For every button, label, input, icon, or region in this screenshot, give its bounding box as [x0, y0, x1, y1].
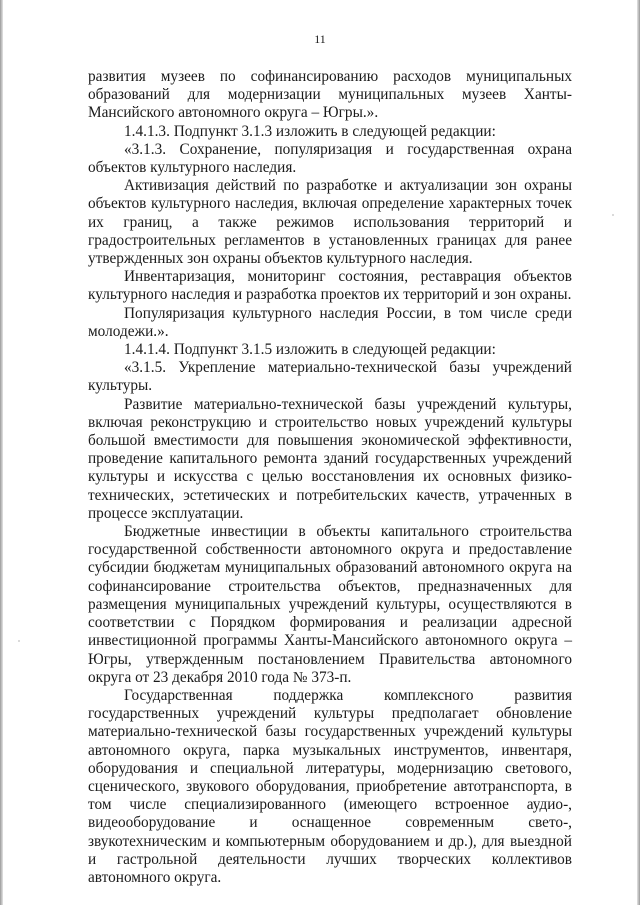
- paragraph-subpoint-heading: 1.4.1.4. Подпункт 3.1.5 изложить в следующей редакции:: [124, 341, 496, 359]
- paragraph-section-title: «3.1.3. Сохранение, популяризация и государственная охрана объектов культурного наследия.: [88, 140, 572, 177]
- paragraph: Бюджетные инвестиции в объекты капитального строительства государственной собственности автономного округа и предоставление субсидии бюджетам муниципальных образований автономного округа на софинансирование строительства объектов, предназначенных для размещения муниципальных учреждений культуры, осуществляются в соответствии с Порядком формирования и реализации адресной инвестиционной программы Ханты-Мансийского автономного округа – Югры, утвержденным постановлением Правительства автономного округа от 23 декабря 2010 года № 373-п.: [88, 523, 572, 686]
- page-number: 11: [314, 32, 326, 46]
- scan-edge-left: [0, 0, 3, 905]
- scan-speck: [612, 214, 614, 216]
- paragraph: Активизация действий по разработке и актуализации зон охраны объектов культурного наследия, включая определение характерных точек их границ, а также режимов использования территорий и градостроительных регламентов в установленных границах для ранее утвержденных зон охраны объектов культурного наследия.: [88, 177, 572, 268]
- paragraph: Популяризация культурного наследия России, в том числе среди молодежи.».: [88, 304, 572, 340]
- document-body: [88, 68, 572, 887]
- paragraph-continuation: развития музеев по софинансированию расходов муниципальных образований для модернизации муниципальных музеев Ханты-Мансийского автономного округа – Югры.».: [88, 68, 572, 122]
- paragraph-subpoint-heading: 1.4.1.3. Подпункт 3.1.3 изложить в следующей редакции:: [124, 122, 496, 140]
- scan-speck: [18, 640, 20, 642]
- paragraph: Инвентаризация, мониторинг состояния, реставрация объектов культурного наследия и разработка проектов их территорий и зон охраны.: [88, 268, 572, 304]
- paragraph: Государственная поддержка комплексного развития государственных учреждений культуры предполагает обновление материально-технической базы государственных учреждений культуры автономного округа, парка музыкальных инструментов, инвентаря, оборудования и специальной литературы, модернизацию светового, сценического, звукового оборудования, приобретение автотранспорта, в том числе специализированного (имеющего встроенное аудио-, видеооборудование и оснащенное современным свето-, звукотехническим и компьютерным оборудованием и др.), для выездной и гастрольной деятельности лучших творческих коллективов автономного округа.: [88, 686, 572, 886]
- paragraph-section-title: «3.1.5. Укрепление материально-технической базы учреждений культуры.: [88, 359, 572, 395]
- paragraph: Развитие материально-технической базы учреждений культуры, включая реконструкцию и строительство новых учреждений культуры большой вместимости для повышения экономической эффективности, проведение капитального ремонта зданий государственных учреждений культуры и искусства с целью восстановления их основных физико-технических, эстетических и потребительских качеств, утраченных в процессе эксплуатации.: [88, 395, 572, 522]
